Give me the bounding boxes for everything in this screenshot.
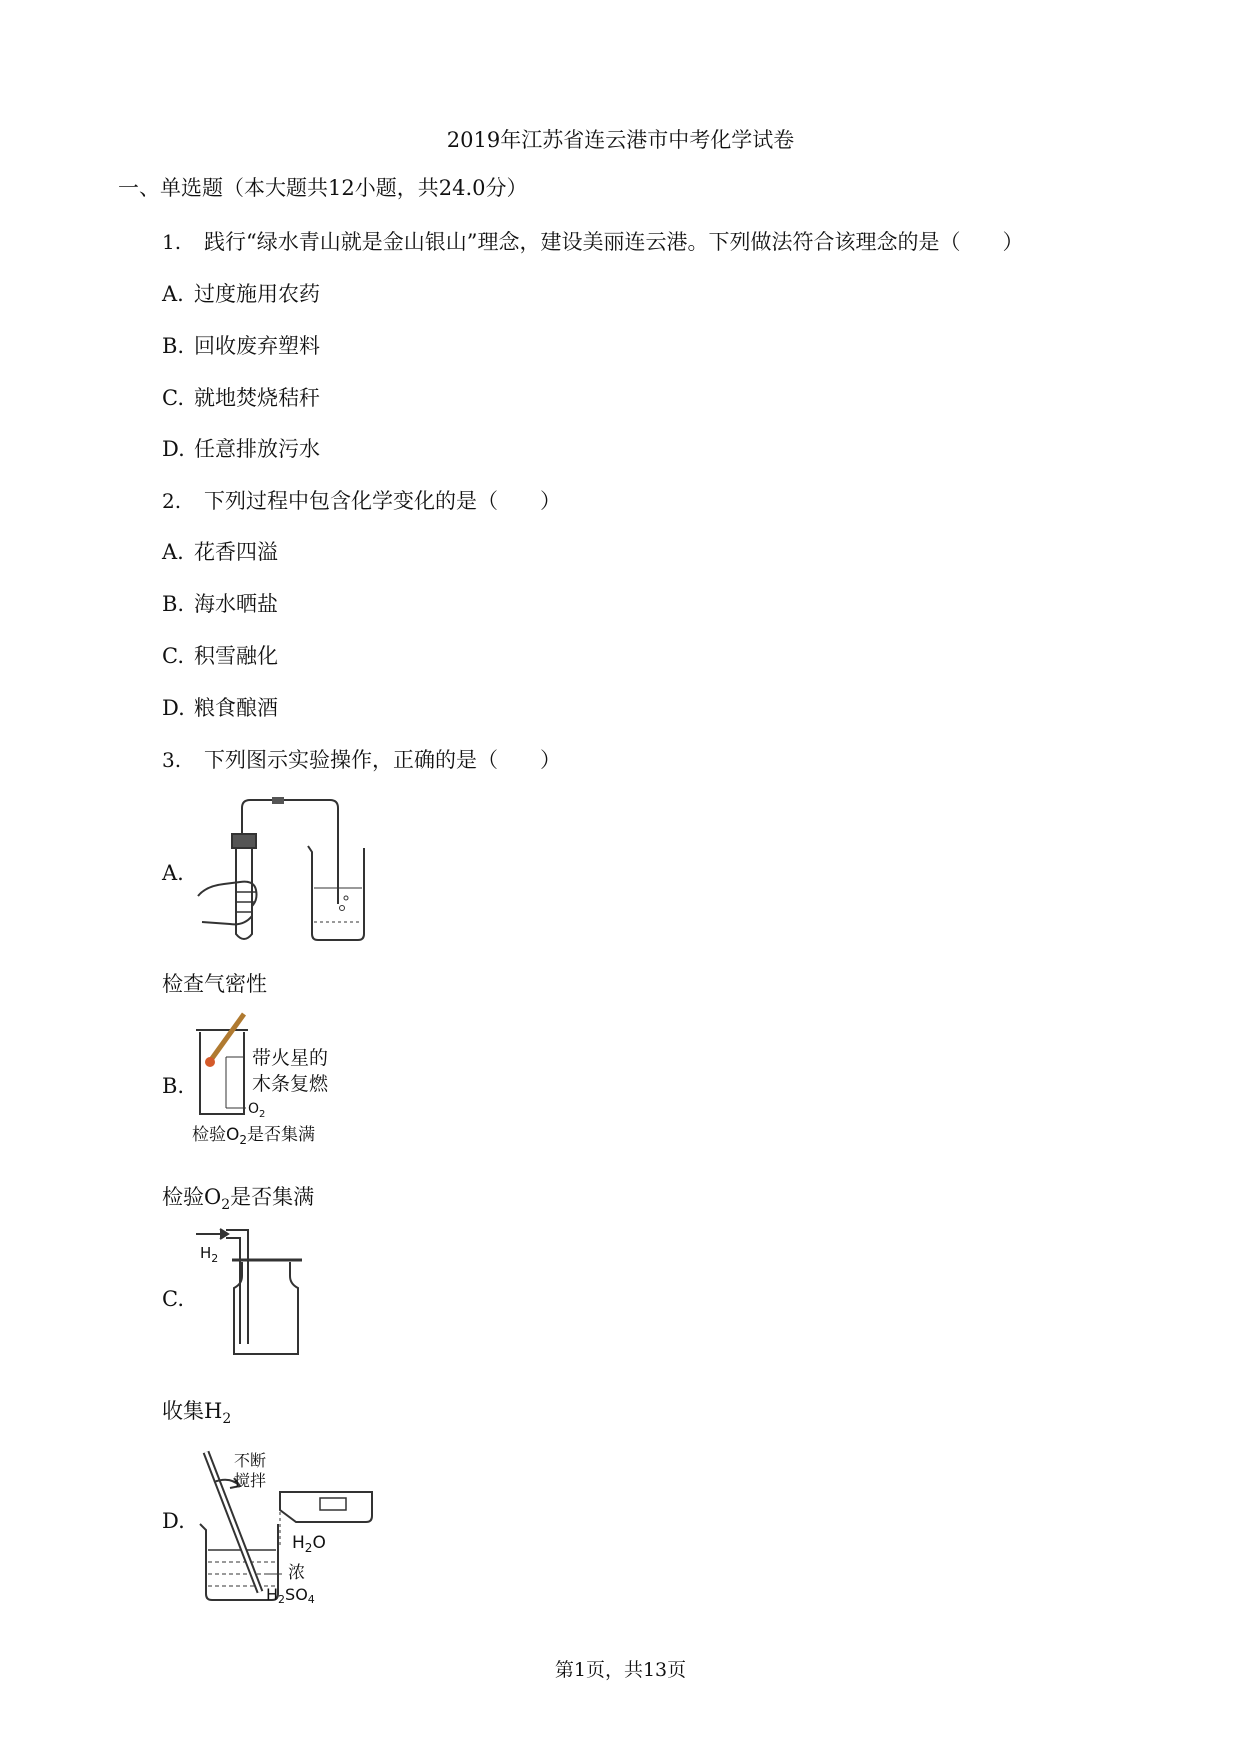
option-3d-label: D. xyxy=(162,1509,185,1533)
question-2 xyxy=(162,485,561,515)
question-stem: 下列图示实验操作，正确的是（ ） xyxy=(204,748,561,772)
option-1b: B. 回收废弃塑料 xyxy=(162,334,320,358)
option-2d: D. 粮食酿酒 xyxy=(162,696,278,720)
option-3b-caption: 检验$O_2$是否集满 xyxy=(162,1185,315,1214)
question-3 xyxy=(162,744,561,774)
question-stem: 践行“绿水青山就是金山银山”理念，建设美丽连云港。下列做法符合该理念的是（ ） xyxy=(204,230,1024,254)
glowing-ember xyxy=(205,1057,215,1067)
rubber-stopper xyxy=(232,834,256,848)
option-3c-label: C. xyxy=(162,1287,184,1311)
stir-label-line2: 搅拌 xyxy=(234,1471,267,1490)
oxygen-test-figure xyxy=(186,1012,346,1152)
hydrogen-collection-figure xyxy=(192,1226,312,1364)
page-footer: 第1页，共13页 xyxy=(554,1659,687,1681)
acid-label-line2: H2SO4 xyxy=(266,1585,315,1604)
figure-caption: 检验$O_2$是否集满 xyxy=(192,1125,316,1147)
splint-label-line1: 带火星的 xyxy=(252,1047,329,1069)
option-2c: C. 积雪融化 xyxy=(162,644,278,668)
option-1c: C. 就地焚烧秸秆 xyxy=(162,386,320,410)
airtightness-figure xyxy=(196,796,371,946)
o2-label: $O_2$ xyxy=(248,1101,266,1120)
stir-label-line1: 不断 xyxy=(234,1451,267,1470)
question-number: 3. xyxy=(162,748,182,772)
acid-dilution-figure xyxy=(196,1446,376,1604)
water-label: $H_2O$ xyxy=(292,1533,326,1555)
option-3a-label: A. xyxy=(162,861,184,885)
option-2b: B. 海水晒盐 xyxy=(162,592,278,616)
hand xyxy=(198,882,257,925)
acid-label-line1: 浓 xyxy=(288,1563,305,1583)
question-1 xyxy=(162,226,1023,256)
option-1a: A. 过度施用农药 xyxy=(162,282,320,306)
beaker xyxy=(308,846,364,940)
option-3c-caption: 收集$H_2$ xyxy=(162,1399,232,1428)
tube-connector xyxy=(272,797,284,804)
question-number: 2. xyxy=(162,489,182,513)
option-1d: D. 任意排放污水 xyxy=(162,437,320,461)
gas-bottle xyxy=(234,1262,298,1354)
section-heading: 一、单选题（本大题共12小题，共24.0分） xyxy=(118,176,528,200)
water-bottle xyxy=(280,1492,372,1522)
splint-label-line2: 木条复燃 xyxy=(252,1073,329,1095)
option-3a-caption: 检查气密性 xyxy=(162,972,267,996)
page-title: 2019年江苏省连云港市中考化学试卷 xyxy=(446,128,795,152)
h2-label: $H_2$ xyxy=(200,1244,219,1265)
question-number: 1. xyxy=(162,230,182,254)
option-2a: A. 花香四溢 xyxy=(162,540,278,564)
option-3b-label: B. xyxy=(162,1074,185,1098)
question-stem: 下列过程中包含化学变化的是（ ） xyxy=(204,489,561,513)
